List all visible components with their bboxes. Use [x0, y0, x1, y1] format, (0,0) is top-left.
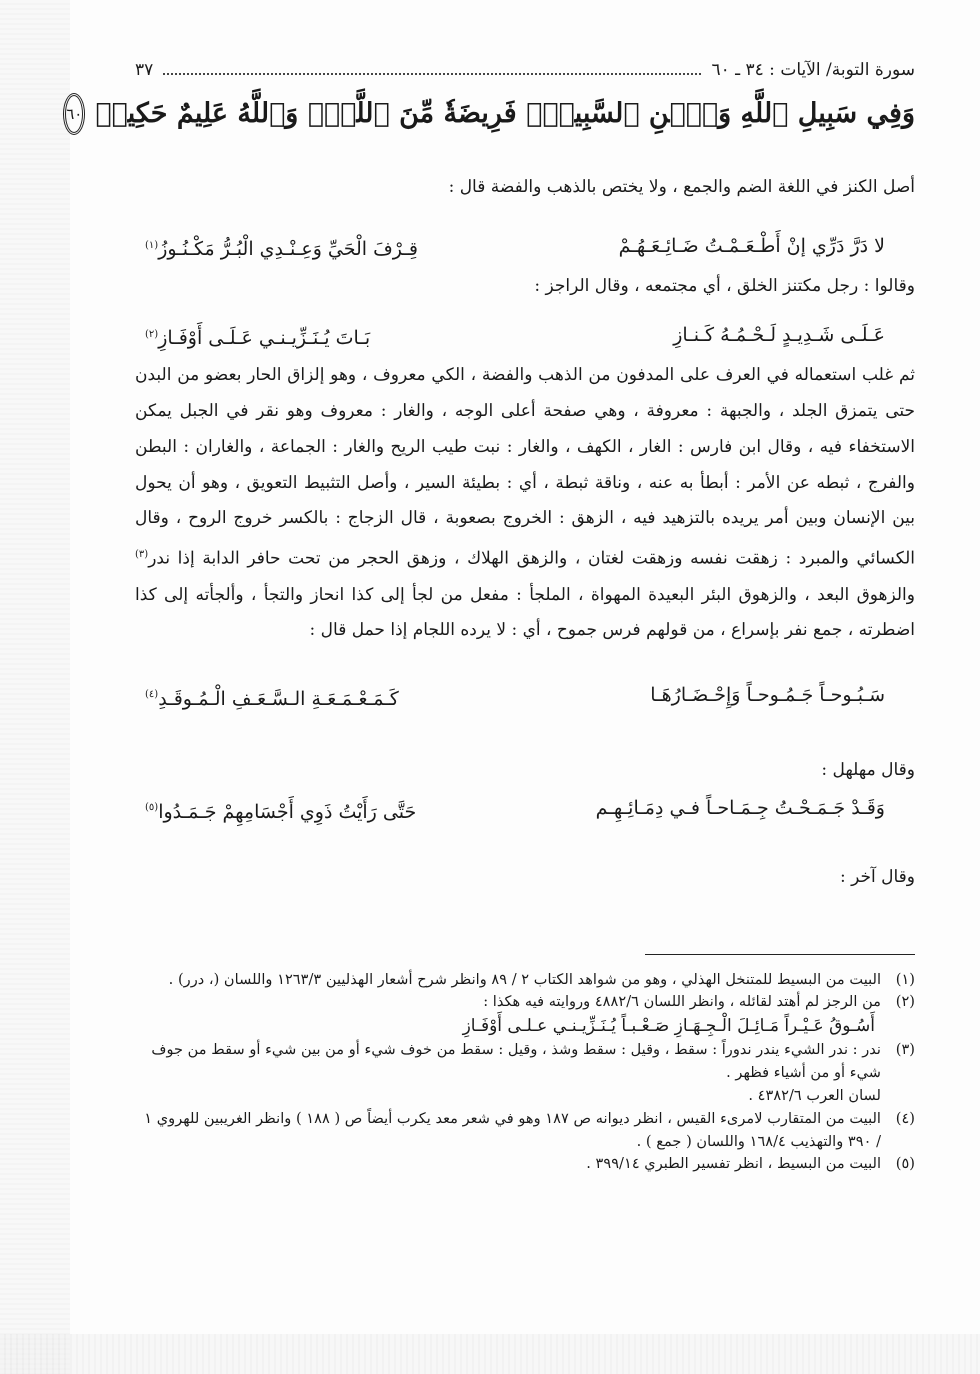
footnote-ref-5: (٥)	[145, 802, 159, 814]
footnote-2-poem: أَسُـوقُ عَـيْـراً مَـائِـلَ الْـجِـهَـازِ صَـعْـبـاً يُـنَـزِّيـنـي عـلـى أَوْفَـازِ	[462, 1016, 875, 1037]
intro-paragraph: أصل الكنز في اللغة الضم والجمع ، ولا يختص بالذهب والفضة قال :	[448, 177, 915, 197]
page-number: ٣٧	[135, 60, 154, 80]
footnote-1: (١) البيت من البسيط للمتنخل الهذلي ، وهو من شواهد الكتاب ٢ / ٨٩ وانظر شرح أشعار الهذليين ١٢٦٣/٣ واللسان (، درر) .	[168, 970, 915, 988]
poem-4-hemistich-a: وَقَـدْ جَـمَـحْـتُ جِـمَـاحـاً فـي دِمَـائِـهِـم	[595, 797, 885, 820]
poem-verse-3	[135, 675, 915, 718]
footnote-2: (٢) من الرجز لم أهتد لقائله ، وانظر اللسان ٤٨٨٢/٦ وروايته فيه هكذا :	[483, 992, 915, 1010]
footnote-5: (٥) البيت من البسيط ، انظر تفسير الطبري ٣٩٩/١٤ .	[586, 1154, 915, 1172]
footnote-separator	[645, 954, 915, 955]
footnote-4: (٤) البيت من المتقارب لامرىء القيس ، انظر ديوانه ص ١٨٧ وهو في شعر معد يكرب أيضاً ص ( ١٨٨ ) وانظر الغريبين للهروي ١ / ٣٩٠ والتهذيب ١٦٨/٤ واللسان ( جمع ) .	[144, 1110, 915, 1150]
poem-1-hemistich-a: لا دَرَّ دَرِّي إنْ أَطْـعَـمْـتُ ضَـائِـعَـهُـمْ	[618, 234, 885, 257]
poem-3-hemistich-a: سَـبُـوحـاً جَـمُـوحـاً وَإِحْـضَـارُهَـا	[650, 684, 885, 707]
footnote-ref-1: (١)	[145, 239, 159, 251]
poem-verse-1	[135, 226, 915, 269]
poem-verse-2	[135, 315, 915, 358]
quran-verse	[66, 86, 915, 142]
scan-left-edge	[0, 0, 70, 1374]
running-header	[135, 60, 915, 86]
verse-number-medallion: ٦٠	[63, 93, 85, 135]
footnote-ref-4: (٤)	[145, 689, 159, 701]
paragraph-akhar: وقال آخر :	[839, 866, 915, 887]
paragraph-muhalhil: وقال مهلهل :	[821, 759, 915, 780]
header-dot-leader	[163, 61, 701, 75]
book-page	[66, 60, 915, 1175]
poem-3-hemistich-b: كَـمَـعْـمَـعَـةِ الـسَّـعَـفِ الْـمُـوقَـدِ$^{(٤)}$	[145, 687, 399, 710]
footnote-3: (٣) ندر : ندر الشيء يندر ندوراً : سقط ، وقيل : سقط وشذ ، وقيل : سقط من خوف شيء أو من بين شيء أو سقط من جوف شيء أو من أشياء فظهر .	[151, 1041, 915, 1081]
poem-1-hemistich-b: قِـرْفَ الْحَيِّ وَعِـنْـدِي الْبُـرُّ مَكْـنُـوزُ$^{(١)}$	[145, 238, 418, 261]
paragraph-rajul: وقالوا : رجل مكتنز الخلق ، أي مجتمعه ، وقال الراجز :	[534, 276, 915, 297]
poem-2-hemistich-a: عَـلَـى شَـدِيـدٍ لَـحْـمُـهُ كَـنـازِ	[673, 323, 885, 346]
surah-label: سورة التوبة/ الآيات : ٣٤ ـ ٦٠	[711, 60, 915, 80]
poem-4-hemistich-b: حَتَّى رَأَيْتُ ذَوِي أَجْسَامِهِمْ جَـمَـدُوا$^{(٥)}$	[145, 800, 417, 823]
poem-2-hemistich-b: بَـاتَ يُـنَـزِّيـنـي عَـلَـى أَوْفَـازِ$^{(٢)}$	[145, 327, 371, 350]
main-paragraph: ثم غلب استعماله في العرف على المدفون من الذهب والفضة ، الكي معروف ، وهو إلزاق الحار بعضو من البدن حتى يتمزق الجلد ، والجبهة : معروفة ، وهي صفحة أعلى الوجه ، والغار : معروف وهو نقر في الجبل يمكن الاستخفاء فيه ، وقال ابن فارس : الغار ، الكهف ، والغار : نبت طيب الريح والغار : الجماعة ، والغاران : البطن والفرج ، ثبطه عن الأمر : أبطأ به عنه ، وناقة ثبطة ، أي : بطيئة السير ، وأصل التثبيط التعويق ، وهو أن يحول بين الإنسان وبين أمر يريده بالتزهيد فيه ، الزهق : الخروج بصعوبة ، قال الزجاج : بالكسر خروج الروح ، وقال الكسائي والمبرد : زهقت نفسه وزهقت لغتان ، والزهق الهلاك ، وزهق الحجر من تحت حافر الدابة إذا ندر$^{(٣)}$ والزهوق البعد ، والزهوق البئر البعيدة المهواة ، الملجأ : مفعل من لجأ إلى كذا انحاز والتجأ ، وألجأته إلى كذا اضطرته ، جمع نفر بإسراع ، من قولهم فرس جموح ، أي : لا يرده اللجام إذا حمل قال :	[135, 365, 915, 641]
footnote-ref-2: (٢)	[145, 328, 159, 340]
footnote-ref-3: (٣)	[135, 549, 149, 561]
verse-text: وَفِي سَبِيلِ ٱللَّهِ وَٱبۡنِ ٱلسَّبِيلِۖ فَرِيضَةٗ مِّنَ ٱللَّهِۗ وَٱللَّهُ عَلِيمٌ حَكِيمٞ	[95, 98, 915, 129]
poem-verse-4	[135, 788, 915, 831]
scan-bottom-edge	[0, 1334, 980, 1374]
footnote-3-source: لسان العرب ٤٣٨٢/٦ .	[748, 1087, 881, 1105]
